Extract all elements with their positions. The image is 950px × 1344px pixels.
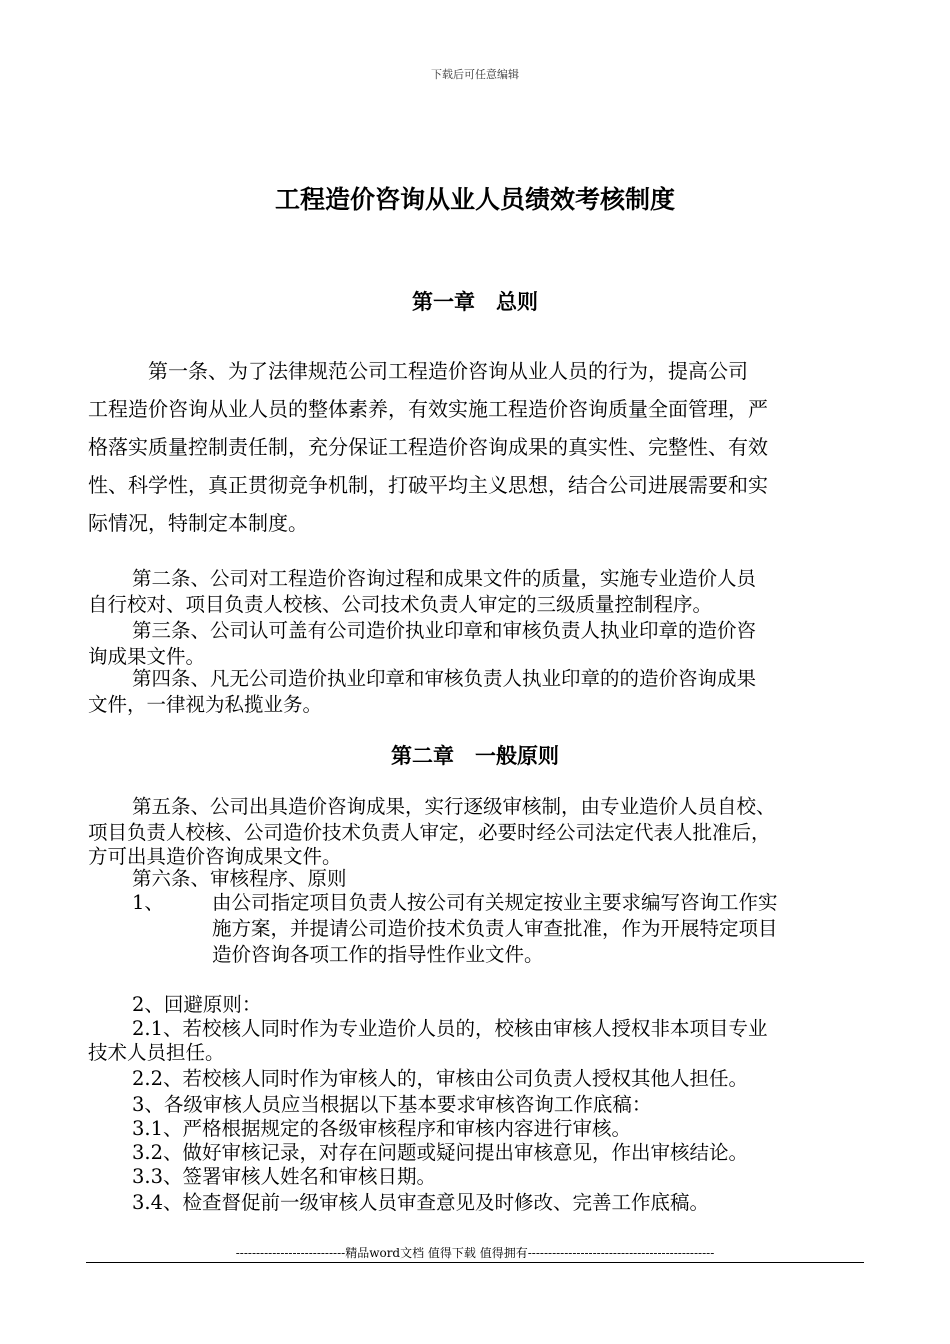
item-2-1-line: 技术人员担任。 bbox=[88, 1041, 225, 1064]
article-2-line: 第二条、公司对工程造价咨询过程和成果文件的质量，实施专业造价人员 bbox=[132, 567, 757, 590]
article-1-line: 性、科学性，真正贯彻竞争机制，打破平均主义思想，结合公司进展需要和实 bbox=[88, 473, 768, 497]
item-3-2: 3.2、做好审核记录，对存在问题或疑问提出审核意见，作出审核结论。 bbox=[132, 1141, 749, 1164]
article-5-line: 第五条、公司出具造价咨询成果，实行逐级审核制，由专业造价人员自校、 bbox=[132, 795, 776, 818]
article-2-line: 自行校对、项目负责人校核、公司技术负责人审定的三级质量控制程序。 bbox=[88, 593, 713, 616]
item-3: 3、各级审核人员应当根据以下基本要求审核咨询工作底稿： bbox=[132, 1093, 652, 1116]
footer-divider bbox=[86, 1262, 864, 1263]
article-4-line: 文件，一律视为私揽业务。 bbox=[88, 693, 323, 716]
article-1-line: 第一条、为了法律规范公司工程造价咨询从业人员的行为，提高公司 bbox=[88, 359, 748, 383]
item-1-line: 施方案，并提请公司造价技术负责人审查批准，作为开展特定项目 bbox=[212, 917, 778, 940]
item-3-1: 3.1、严格根据规定的各级审核程序和审核内容进行审核。 bbox=[132, 1117, 632, 1140]
page-header: 下载后可任意编辑 bbox=[431, 68, 519, 81]
item-1-line: 造价咨询各项工作的指导性作业文件。 bbox=[212, 943, 544, 966]
article-3-line: 询成果文件。 bbox=[88, 645, 206, 668]
document-title: 工程造价咨询从业人员绩效考核制度 bbox=[274, 185, 675, 214]
article-5-line: 项目负责人校核、公司造价技术负责人审定，必要时经公司法定代表人批准后， bbox=[88, 821, 771, 844]
item-1-line: 由公司指定项目负责人按公司有关规定按业主要求编写咨询工作实 bbox=[212, 891, 778, 914]
article-1-line: 格落实质量控制责任制，充分保证工程造价咨询成果的真实性、完整性、有效 bbox=[88, 435, 768, 459]
article-1-line: 际情况，特制定本制度。 bbox=[88, 511, 308, 535]
article-1 bbox=[88, 352, 858, 542]
item-3-3: 3.3、签署审核人姓名和审核日期。 bbox=[132, 1165, 437, 1188]
chapter-1-heading: 第一章 总则 bbox=[412, 290, 538, 314]
item-1-number: 1、 bbox=[132, 891, 164, 914]
article-4-line: 第四条、凡无公司造价执业印章和审核负责人执业印章的的造价咨询成果 bbox=[132, 667, 757, 690]
article-5-line: 方可出具造价咨询成果文件。 bbox=[88, 845, 342, 868]
article-1-line: 工程造价咨询从业人员的整体素养，有效实施工程造价咨询质量全面管理，严 bbox=[88, 397, 768, 421]
article-3-line: 第三条、公司认可盖有公司造价执业印章和审核负责人执业印章的造价咨 bbox=[132, 619, 757, 642]
item-2-2: 2.2、若校核人同时作为审核人的，审核由公司负责人授权其他人担任。 bbox=[132, 1067, 749, 1090]
item-2: 2、回避原则： bbox=[132, 993, 262, 1016]
item-2-1-line: 2.1、若校核人同时作为专业造价人员的，校核由审核人授权非本项目专业 bbox=[132, 1017, 768, 1040]
item-3-4: 3.4、检查督促前一级审核人员审查意见及时修改、完善工作底稿。 bbox=[132, 1191, 710, 1214]
chapter-2-heading: 第二章 一般原则 bbox=[391, 744, 559, 768]
article-6-title: 第六条、审核程序、原则 bbox=[132, 867, 347, 890]
page-footer: ---------------------------精品word文档 值得下载 值得拥有---------------------------------------------- bbox=[235, 1246, 715, 1260]
